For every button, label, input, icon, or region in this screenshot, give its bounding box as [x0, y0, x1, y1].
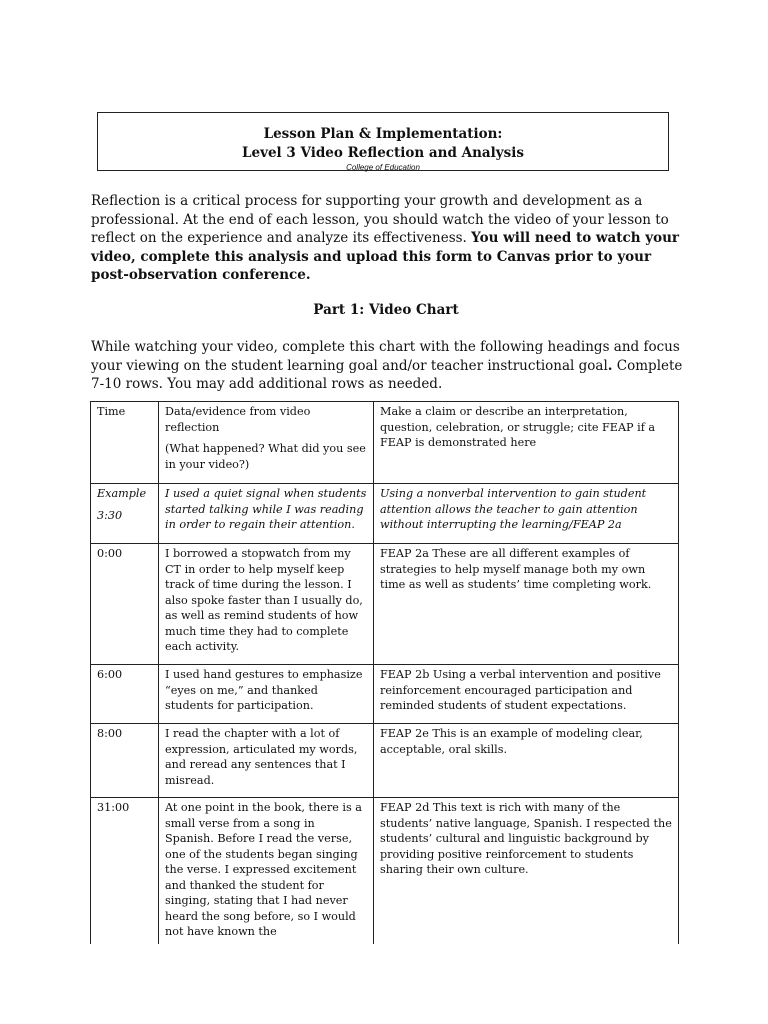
row-evidence: At one point in the book, there is a small verse from a song in Spanish. Before I read the verse, one of the students began singing the verse. I expressed excitement and thanked the student for singing, stating that I had never heard the song before, so I would not have known the — [159, 798, 374, 944]
header-title-line1: Lesson Plan & Implementation: — [263, 126, 503, 142]
table-row — [91, 798, 679, 944]
example-label: Example — [97, 487, 147, 500]
example-claim: Using a nonverbal intervention to gain student attention allows the teacher to gain attention without interrupting the learning/FEAP 2a — [374, 484, 679, 544]
table-row-example — [91, 484, 679, 544]
header-data — [159, 402, 374, 484]
header-claim — [374, 402, 679, 484]
header-time — [91, 402, 159, 484]
video-chart-table — [90, 401, 679, 944]
row-evidence: I read the chapter with a lot of expression, articulated my words, and reread any sentences that I misread. — [159, 724, 374, 798]
row-claim: FEAP 2e This is an example of modeling clear, acceptable, oral skills. — [374, 724, 679, 798]
instructions-paragraph — [91, 338, 686, 394]
table-row — [91, 724, 679, 798]
example-evidence: I used a quiet signal when students started talking while I was reading in order to regain their attention. — [159, 484, 374, 544]
intro-bold-text: You will need to watch your video, complete this analysis and upload this form to Canvas prior to your post-observation conference. — [91, 230, 680, 283]
table-header-row — [91, 402, 679, 484]
intro-regular-text: Reflection is a critical process for supporting your growth and development as a professional. At the end of each lesson, you should watch the video of your lesson to reflect on the experience and analyze its effectiveness. — [91, 193, 669, 246]
table-row — [91, 665, 679, 724]
header-time-label: Time — [97, 405, 126, 418]
table-row — [91, 544, 679, 665]
row-evidence: I used hand gestures to emphasize “eyes on me,” and thanked students for participation. — [159, 665, 374, 724]
row-claim: FEAP 2b Using a verbal intervention and positive reinforcement encouraged participation and reminded students of student expectations. — [374, 665, 679, 724]
instructions-bold-text: . — [607, 357, 613, 374]
header-claim-label: Make a claim or describe an interpretation, question, celebration, or struggle; cite FEAP if a FEAP is demonstrated here — [380, 405, 656, 449]
row-claim: FEAP 2d This text is rich with many of the students’ native language, Spanish. I respected the students’ cultural and linguistic background by providing positive reinforcement to students sharing their own culture. — [374, 798, 679, 944]
header-data-sublabel: (What happened? What did you see in your video?) — [165, 442, 366, 471]
header-title-line2: Level 3 Video Reflection and Analysis — [242, 145, 524, 161]
row-time: 6:00 — [91, 665, 159, 724]
header-data-label: Data/evidence from video reflection — [165, 405, 311, 434]
example-time: 3:30 — [97, 508, 123, 522]
row-time: 0:00 — [91, 544, 159, 665]
example-time-cell — [91, 484, 159, 544]
row-time: 8:00 — [91, 724, 159, 798]
row-claim: FEAP 2a These are all different examples of strategies to help myself manage both my own time as well as students’ time completing work. — [374, 544, 679, 665]
header-college: College of Education — [346, 163, 420, 172]
row-evidence: I borrowed a stopwatch from my CT in order to help myself keep track of time during the lesson. I also spoke faster than I usually do, as well as remind students of how much time they had to complete each activity. — [159, 544, 374, 665]
row-time: 31:00 — [91, 798, 159, 944]
instructions-regular-text: While watching your video, complete this chart with the following headings and focus your viewing on the student learning goal and/or teacher instructional goal — [91, 339, 680, 374]
document-header — [97, 112, 669, 171]
part-title: Part 1: Video Chart — [313, 302, 459, 318]
instructions-tail-text: Complete 7-10 rows. You may add additional rows as needed. — [91, 357, 683, 392]
intro-paragraph — [91, 192, 681, 285]
